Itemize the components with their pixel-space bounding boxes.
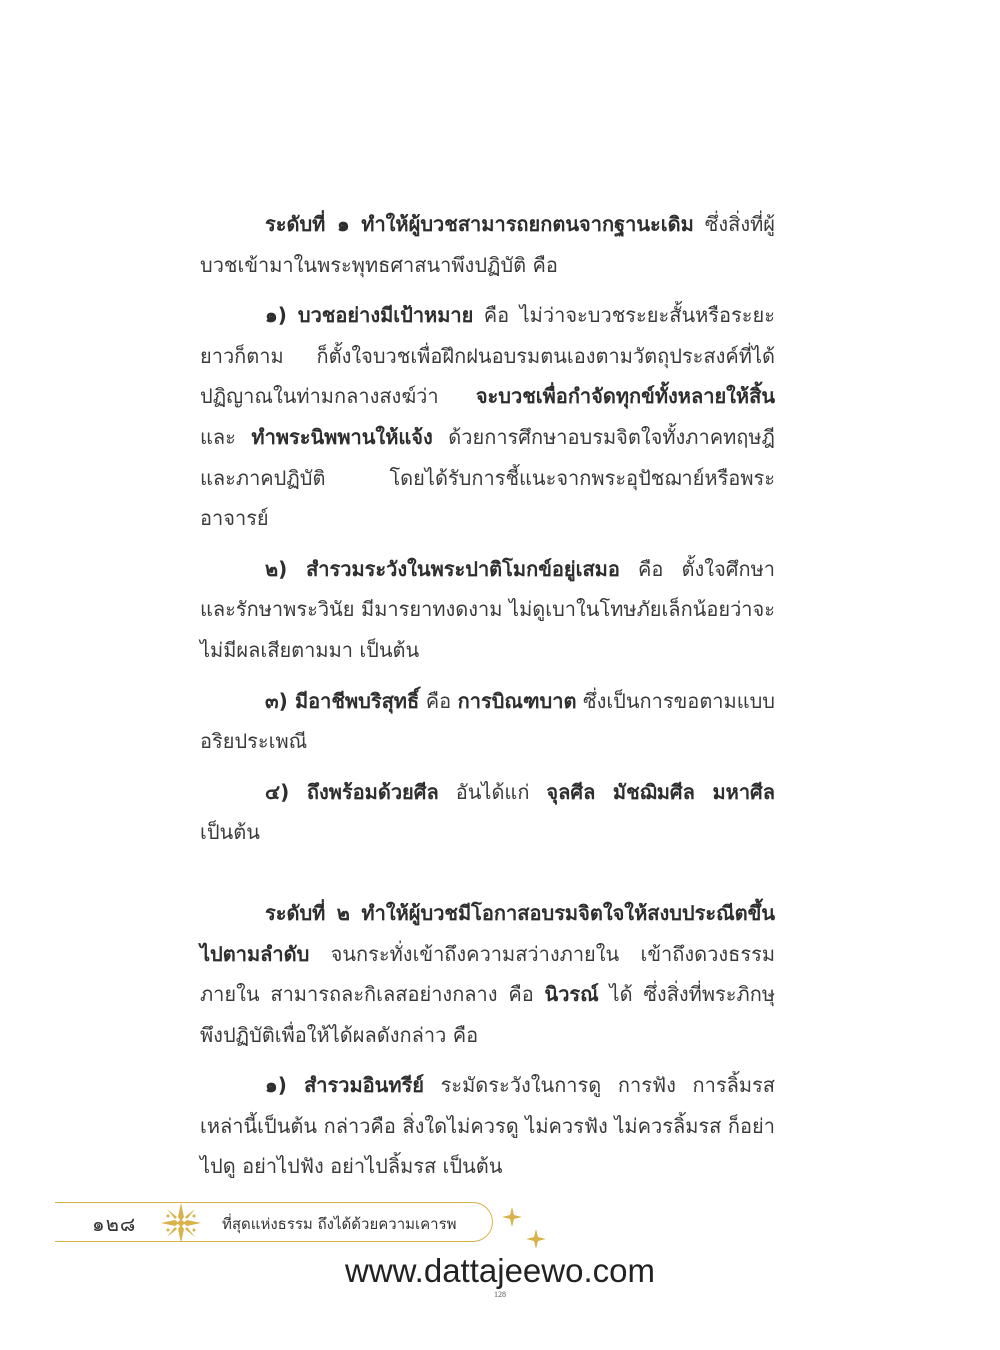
ornament-icon	[158, 1200, 204, 1246]
section1-heading: ระดับที่ ๑ ทำให้ผู้บวชสามารถยกตนจากฐานะเดิม	[265, 212, 694, 236]
section1-item-1	[200, 295, 775, 539]
item-text: คือ ตั้งใจศึกษาและรักษาพระวินัย มีมารยาทงดงาม ไม่ดูเบาในโทษภัยเล็กน้อยว่าจะไม่มีผลเสียตามมา เป็นต้น	[200, 556, 776, 662]
item-text: คือ	[419, 688, 458, 713]
section1-item-3	[200, 681, 775, 762]
section1-item-4	[200, 772, 775, 853]
item-text: ซึ่งเป็นการขอตามแบบอริยประเพณี	[200, 688, 776, 754]
page-body	[200, 204, 775, 1187]
section2-text: ได้ ซึ่งสิ่งที่พระภิกษุพึงปฏิบัติเพื่อให้ได้ผลดังกล่าว คือ	[200, 982, 775, 1047]
item-text: คือ ไม่ว่าจะบวชระยะสั้นหรือระยะยาวก็ตาม ก็ตั้งใจบวชเพื่อฝึกฝนอบรมตนเองตามวัตถุประสงค์ที่ได้ปฏิญาณในท่ามกลางสงฆ์ว่า	[200, 303, 775, 409]
item-text: และ	[200, 424, 252, 449]
section2-text: จนกระทั่งเข้าถึงความสว่างภายใน เข้าถึงดวงธรรมภายใน สามารถละกิเลสอย่างกลาง คือ	[200, 941, 775, 1007]
sparkle-icon	[500, 1205, 550, 1253]
item-text: ด้วยการศึกษาอบรมจิตใจทั้งภาคทฤษฎีและภาคปฏิบัติ โดยได้รับการชี้แนะจากพระอุปัชฌาย์หรือพระอาจารย์	[200, 424, 775, 531]
section2-intro-paragraph	[200, 893, 775, 1055]
item-title: ๑) บวชอย่างมีเป้าหมาย	[265, 303, 474, 328]
section2-heading: ระดับที่ ๒ ทำให้ผู้บวชมีโอกาสอบรมจิตใจให้สงบประณีตขึ้นไปตามลำดับ	[200, 900, 775, 966]
section1-intro-paragraph	[200, 204, 775, 285]
item-emphasis: ทำพระนิพพานให้แจ้ง	[251, 424, 433, 449]
item-text: ระมัดระวังในการดู การฟัง การลิ้มรส เหล่านี้เป็นต้น กล่าวคือ สิ่งใดไม่ควรดู ไม่ควรฟัง ไม่ควรลิ้มรส ก็อย่าไปดู อย่าไปฟัง อย่าไปลิ้มรส เป็นต้น	[200, 1073, 775, 1179]
book-title: ที่สุดแห่งธรรม ถึงได้ด้วยความเคารพ	[222, 1215, 457, 1233]
printed-page-number: 128	[494, 1290, 506, 1299]
website-url: www.dattajeewo.com	[345, 1252, 655, 1289]
item-emphasis: จุลศีล มัชฌิมศีล มหาศีล	[546, 779, 776, 804]
section1-intro-text: ซึ่งสิ่งที่ผู้บวชเข้ามาในพระพุทธศาสนาพึงปฏิบัติ คือ	[200, 212, 775, 277]
item-text: เป็นต้น	[200, 820, 260, 845]
item-emphasis: การบิณฑบาต	[457, 688, 577, 713]
item-title: ๒) สำรวมระวังในพระปาติโมกข์อยู่เสมอ	[265, 556, 620, 581]
item-text: อันได้แก่	[438, 779, 547, 804]
item-title: ๑) สำรวมอินทรีย์	[265, 1073, 424, 1098]
section2-emphasis: นิวรณ์	[544, 982, 599, 1007]
page-number: ๑๒๘	[92, 1212, 137, 1236]
item-title: ๔) ถึงพร้อมด้วยศีล	[265, 779, 439, 804]
section1-item-2	[200, 549, 775, 671]
section2-item-1	[200, 1065, 775, 1187]
item-emphasis: จะบวชเพื่อกำจัดทุกข์ทั้งหลายให้สิ้น	[475, 384, 775, 409]
item-title: ๓) มีอาชีพบริสุทธิ์	[265, 688, 420, 713]
